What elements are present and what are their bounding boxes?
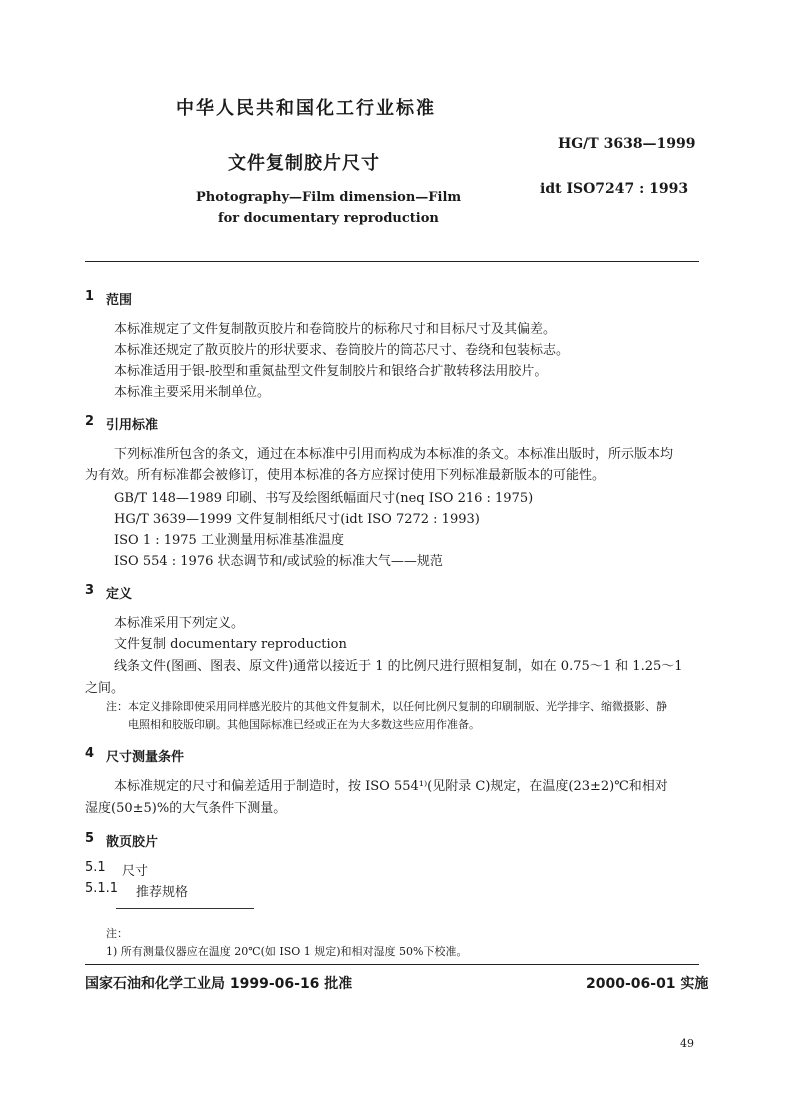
section-1-para-2: 本标准还规定了散页胶片的形状要求、卷筒胶片的筒芯尺寸、卷绕和包装标志。 xyxy=(114,343,570,358)
section-1-title: 范围 xyxy=(106,293,133,308)
document-title: 文件复制胶片尺寸 xyxy=(228,153,380,174)
reference-item: ISO 1 : 1975 工业测量用标准基准温度 xyxy=(114,533,344,548)
section-5-title: 散页胶片 xyxy=(106,835,159,850)
header-divider xyxy=(85,261,699,262)
standard-title: 中华人民共和国化工行业标准 xyxy=(176,98,436,119)
section-3-title: 定义 xyxy=(106,587,133,602)
subsection-5-1-number: 5.1 xyxy=(85,860,106,875)
idt-reference: idt ISO7247 : 1993 xyxy=(540,181,689,197)
section-2-para-line2: 为有效。所有标准都会被修订，使用本标准的各方应探讨使用下列标准最新版本的可能性。 xyxy=(85,468,606,483)
section-3-note-line2: 电照相和胶版印刷。其他国际标准已经或正在为大多数这些应用作准备。 xyxy=(128,718,480,731)
section-3-term: 文件复制 documentary reproduction xyxy=(114,637,347,652)
footer-divider xyxy=(85,964,699,965)
section-3-line1: 本标准采用下列定义。 xyxy=(114,616,245,631)
section-1-para-3: 本标准适用于银-胶型和重氮盐型文件复制胶片和银络合扩散转移法用胶片。 xyxy=(114,364,548,379)
section-2-title: 引用标准 xyxy=(106,418,159,433)
reference-item: GB/T 148—1989 印刷、书写及绘图纸幅面尺寸(neq ISO 216 : 1975) xyxy=(114,491,534,506)
section-4-line1: 本标准规定的尺寸和偏差适用于制造时，按 ISO 554¹⁾(见附录 C)规定，在温度(23±2)℃和相对 xyxy=(114,779,668,794)
subsection-5-1-title: 尺寸 xyxy=(122,864,149,879)
section-2-number: 2 xyxy=(85,414,95,429)
standard-code: HG/T 3638—1999 xyxy=(558,136,696,152)
reference-item: ISO 554 : 1976 状态调节和/或试验的标准大气——规范 xyxy=(114,554,443,569)
footnote-label: 注： xyxy=(106,927,128,940)
footnote-divider xyxy=(116,908,254,909)
section-1-para-1: 本标准规定了文件复制散页胶片和卷筒胶片的标称尺寸和目标尺寸及其偏差。 xyxy=(114,322,557,337)
section-3-definition-line1: 线条文件(图画、图表、原文件)通常以接近于 1 的比例尺进行照相复制，如在 0.75～1 和 1.25～1 xyxy=(114,659,683,674)
footnote-text: 1) 所有测量仪器应在温度 20℃(如 ISO 1 规定)和相对湿度 50%下校准。 xyxy=(106,945,468,958)
page-number: 49 xyxy=(680,1037,694,1050)
english-title-line1: Photography—Film dimension—Film xyxy=(196,190,462,205)
section-4-title: 尺寸测量条件 xyxy=(106,750,185,765)
subsection-5-1-1-title: 推荐规格 xyxy=(136,885,189,900)
section-3-note-line1: 注：本定义排除即使采用同样感光胶片的其他文件复制术，以任何比例尺复制的印刷制版、光学排字、缩微摄影、静 xyxy=(106,700,667,713)
section-1-number: 1 xyxy=(85,289,95,304)
section-1-para-4: 本标准主要采用米制单位。 xyxy=(114,385,271,400)
section-3-definition-line2: 之间。 xyxy=(85,681,125,696)
section-3-number: 3 xyxy=(85,583,95,598)
section-2-para-line1: 下列标准所包含的条文，通过在本标准中引用而构成为本标准的条文。本标准出版时，所示版本均 xyxy=(114,447,674,462)
reference-item: HG/T 3639—1999 文件复制相纸尺寸(idt ISO 7272 : 1993) xyxy=(114,512,480,527)
section-5-number: 5 xyxy=(85,831,95,846)
section-4-line2: 湿度(50±5)%的大气条件下测量。 xyxy=(85,801,287,816)
english-title-line2: for documentary reproduction xyxy=(218,211,439,226)
subsection-5-1-1-number: 5.1.1 xyxy=(85,881,119,896)
section-4-number: 4 xyxy=(85,746,95,761)
approval-date: 国家石油和化学工业局 1999-06-16 批准 xyxy=(85,976,353,992)
implementation-date: 2000-06-01 实施 xyxy=(586,976,709,992)
